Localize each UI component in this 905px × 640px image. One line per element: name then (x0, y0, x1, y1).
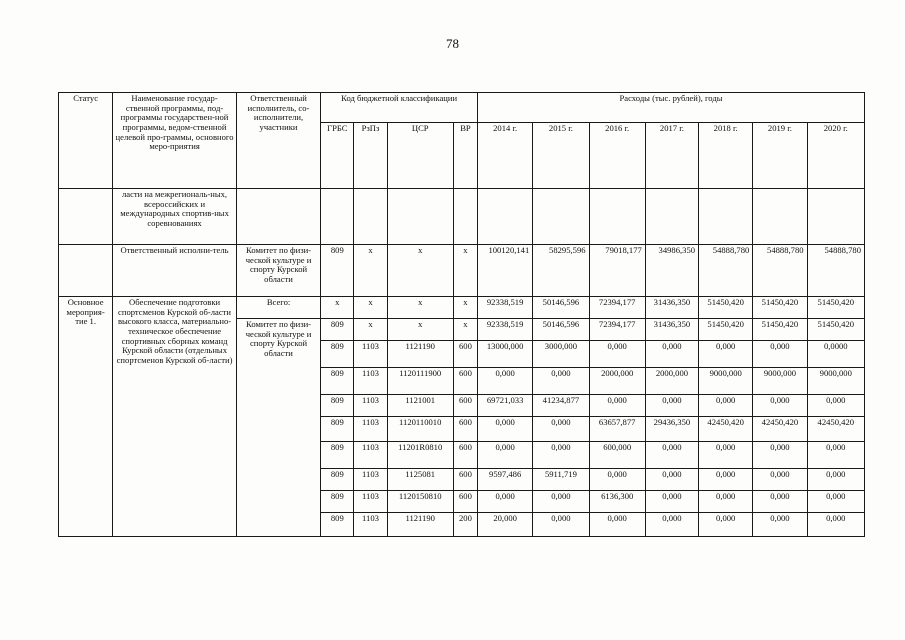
cell-value: 0,000 (753, 513, 807, 537)
cell-vr: 600 (453, 469, 477, 491)
cell-csr: 1121190 (387, 341, 453, 368)
event-status: Основное мероприя-тие 1. (59, 297, 113, 537)
budget-table (58, 92, 865, 537)
cell-value: 13000,000 (478, 341, 533, 368)
cell-grbs: 809 (321, 469, 354, 491)
header-year: 2017 г. (645, 123, 698, 189)
cell-value: 31436,350 (645, 319, 698, 341)
header-row-1 (59, 93, 865, 123)
cell-value: 0,000 (699, 341, 753, 368)
cell-value: 0,000 (645, 513, 698, 537)
cell-value: 0,000 (645, 341, 698, 368)
responsible-executor: Комитет по физи-ческой культуре и спорту Курской области (236, 245, 320, 297)
cell-value: 0,000 (589, 341, 645, 368)
cell-vr: 600 (453, 341, 477, 368)
cell-value: 9000,000 (699, 368, 753, 395)
header-name: Наименование государ-ственной программы, под-программы государствен-ной программы, ведом-ственной целевой про-граммы, основного меро-приятия (113, 93, 237, 189)
header-year: 2015 г. (533, 123, 589, 189)
cell-vr: 600 (453, 417, 477, 442)
cell-value: 0,000 (589, 395, 645, 417)
cell-value: 51450,420 (753, 319, 807, 341)
cell-value: 2000,000 (645, 368, 698, 395)
cell-vr: x (453, 245, 477, 297)
cell-csr: x (387, 319, 453, 341)
cell-value: 0,000 (699, 491, 753, 513)
cell-vr: 600 (453, 491, 477, 513)
cell-value: 54888,780 (807, 245, 864, 297)
cell-value: 42450,420 (753, 417, 807, 442)
cell-csr: x (387, 297, 453, 319)
cell-value: 0,000 (753, 442, 807, 469)
cell-csr: 1121190 (387, 513, 453, 537)
event-name: Обеспечение подготовки спортсменов Курской об-ласти высокого класса, материально-техническое обеспечение спортивных сборных команд Курской области (отдельных спортсменов Курской об-ласти) (113, 297, 237, 537)
cell-csr: 1120110010 (387, 417, 453, 442)
header-year: 2019 г. (753, 123, 807, 189)
cell-grbs: 809 (321, 491, 354, 513)
cell-value: 58295,596 (533, 245, 589, 297)
header-year: 2014 г. (478, 123, 533, 189)
cell-rzpr: 1103 (354, 469, 387, 491)
cell-value: 0,000 (478, 417, 533, 442)
responsible-row (59, 245, 865, 297)
cell-value: 0,000 (699, 442, 753, 469)
cell-grbs: 809 (321, 442, 354, 469)
cell-grbs: 809 (321, 395, 354, 417)
cell-value: 0,000 (533, 513, 589, 537)
cell-grbs: 809 (321, 319, 354, 341)
cell-rzpr: 1103 (354, 491, 387, 513)
cell-value: 0,000 (478, 368, 533, 395)
cell-value: 50146,596 (533, 297, 589, 319)
cell-value: 600,000 (589, 442, 645, 469)
cell-value: 3000,000 (533, 341, 589, 368)
cell-rzpr: 1103 (354, 368, 387, 395)
header-budget-code: Код бюджетной классификации (321, 93, 478, 123)
cell-value: 0,000 (699, 513, 753, 537)
cell-vr: 600 (453, 368, 477, 395)
cell-value: 0,000 (478, 442, 533, 469)
cell-csr: 1125081 (387, 469, 453, 491)
cell-value: 69721,033 (478, 395, 533, 417)
responsible-name: Ответственный исполни-тель (113, 245, 237, 297)
cell-csr: 1120150810 (387, 491, 453, 513)
header-vr: ВР (453, 123, 477, 189)
cell-value: 0,000 (645, 491, 698, 513)
cell-value: 42450,420 (699, 417, 753, 442)
cell-value: 5911,719 (533, 469, 589, 491)
cell-value: 51450,420 (699, 319, 753, 341)
continuation-row (59, 189, 865, 245)
cell-rzpr: 1103 (354, 442, 387, 469)
cell-value: 63657,877 (589, 417, 645, 442)
cell-vr: 600 (453, 395, 477, 417)
total-label: Всего: (236, 297, 320, 319)
cell-csr: x (387, 245, 453, 297)
cell-value: 29436,350 (645, 417, 698, 442)
cell-value: 0,000 (645, 469, 698, 491)
header-year: 2018 г. (699, 123, 753, 189)
cell-grbs: 809 (321, 368, 354, 395)
table-row (59, 297, 865, 319)
cell-value: 0,000 (699, 395, 753, 417)
cell-value: 92338,519 (478, 319, 533, 341)
cell-value: 0,000 (753, 395, 807, 417)
cell-value: 41234,877 (533, 395, 589, 417)
cell-value: 0,000 (533, 417, 589, 442)
cell-rzpr: 1103 (354, 341, 387, 368)
header-executor: Ответственный исполнитель, со-исполнители, участники (236, 93, 320, 189)
cell-rzpr: 1103 (354, 513, 387, 537)
cell-value: 34986,350 (645, 245, 698, 297)
header-year: 2020 г. (807, 123, 864, 189)
cell-value: 51450,420 (807, 297, 864, 319)
cell-value: 0,000 (753, 341, 807, 368)
cell-value: 0,000 (478, 491, 533, 513)
cell-value: 92338,519 (478, 297, 533, 319)
cell-value: 0,000 (753, 469, 807, 491)
cell-rzpr: x (354, 297, 387, 319)
cell-value: 54888,780 (753, 245, 807, 297)
header-expenses: Расходы (тыс. рублей), годы (478, 93, 865, 123)
header-csr: ЦСР (387, 123, 453, 189)
cell-value: 100120,141 (478, 245, 533, 297)
cell-csr: 11201R0810 (387, 442, 453, 469)
cell-value: 0,0000 (807, 341, 864, 368)
cell-value: 72394,177 (589, 319, 645, 341)
cell-value: 42450,420 (807, 417, 864, 442)
header-status: Статус (59, 93, 113, 189)
cell-value: 9597,486 (478, 469, 533, 491)
header-rzpr: РзПз (354, 123, 387, 189)
cell-value: 79018,177 (589, 245, 645, 297)
cell-csr: 1121001 (387, 395, 453, 417)
cell-value: 51450,420 (753, 297, 807, 319)
cell-value: 2000,000 (589, 368, 645, 395)
cell-value: 6136,300 (589, 491, 645, 513)
cell-value: 0,000 (645, 395, 698, 417)
cell-vr: x (453, 319, 477, 341)
header-year: 2016 г. (589, 123, 645, 189)
cell-grbs: 809 (321, 417, 354, 442)
cell-value: 51450,420 (699, 297, 753, 319)
cell-rzpr: 1103 (354, 417, 387, 442)
cell-value: 0,000 (753, 491, 807, 513)
cell-value: 9000,000 (807, 368, 864, 395)
cell-value: 0,000 (533, 442, 589, 469)
cell-value: 9000,000 (753, 368, 807, 395)
cell-grbs: x (321, 297, 354, 319)
cell-grbs: 809 (321, 245, 354, 297)
cell-rzpr: x (354, 245, 387, 297)
cell-value: 0,000 (533, 368, 589, 395)
cell-value: 51450,420 (807, 319, 864, 341)
cell-vr: x (453, 297, 477, 319)
cell-value: 0,000 (589, 513, 645, 537)
cell-value: 0,000 (807, 491, 864, 513)
page-number: 78 (446, 36, 459, 51)
cell-value: 72394,177 (589, 297, 645, 319)
cell-vr: 600 (453, 442, 477, 469)
cell-value: 31436,350 (645, 297, 698, 319)
cell-rzpr: x (354, 319, 387, 341)
event-executor: Комитет по физи-ческой культуре и спорту Курской области (236, 319, 320, 537)
header-grbs: ГРБС (321, 123, 354, 189)
cell-value: 50146,596 (533, 319, 589, 341)
cell-value: 0,000 (699, 469, 753, 491)
cell-value: 54888,780 (699, 245, 753, 297)
cell-value: 0,000 (807, 442, 864, 469)
cell-value: 0,000 (589, 469, 645, 491)
cell-value: 0,000 (645, 442, 698, 469)
cell-grbs: 809 (321, 341, 354, 368)
cell-rzpr: 1103 (354, 395, 387, 417)
continuation-name: ласти на межрегиональ-ных, всероссийских и международных спортив-ных соревнованиях (113, 189, 237, 245)
cell-vr: 200 (453, 513, 477, 537)
cell-grbs: 809 (321, 513, 354, 537)
cell-value: 0,000 (533, 491, 589, 513)
cell-csr: 1120111900 (387, 368, 453, 395)
cell-value: 0,000 (807, 469, 864, 491)
cell-value: 20,000 (478, 513, 533, 537)
cell-value: 0,000 (807, 395, 864, 417)
cell-value: 0,000 (807, 513, 864, 537)
